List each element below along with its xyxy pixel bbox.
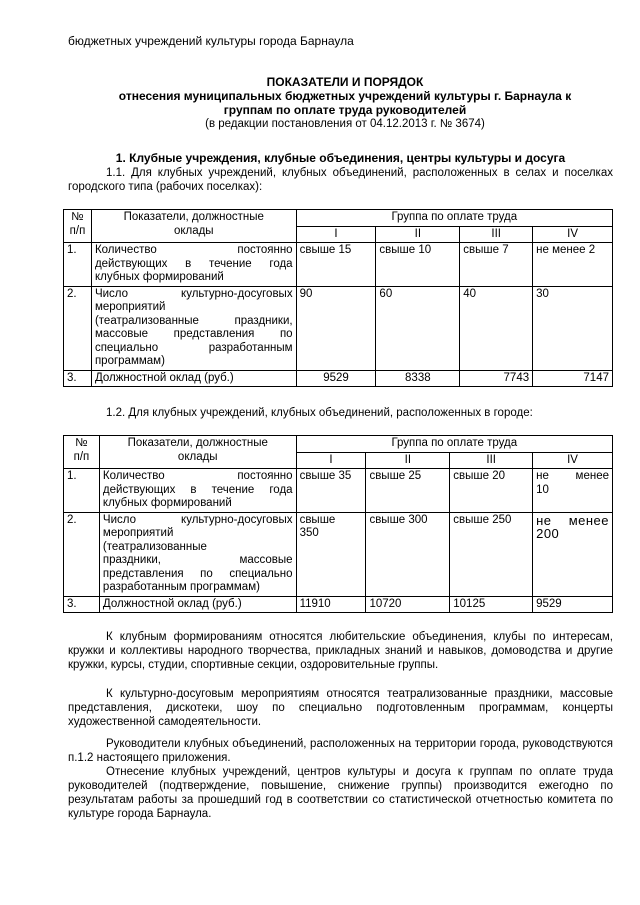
table-rural-clubs <box>63 209 613 387</box>
note-paragraph: Отнесение клубных учреждений, центров культуры и досуга к группам по оплате труда руководителей (подтверждение, повышение, снижение группы) производится ежегодно по результатам работы за прошедший год в соответствии со статистической отчетностью комитета по культуре города Барнаула. <box>68 766 613 820</box>
cell-value: 30 <box>533 286 613 370</box>
row-number: 3. <box>64 370 92 387</box>
cell-value: свыше 300 <box>366 512 450 596</box>
cell-value: 9529 <box>533 596 613 613</box>
cell-value: 8338 <box>376 370 460 387</box>
indicator-header: Показатели, должностные оклады <box>91 210 296 243</box>
table-header-row <box>64 210 613 227</box>
cell-value: не менее 200 <box>533 512 613 596</box>
cell-value: 7743 <box>460 370 533 387</box>
cell-value: не менее 2 <box>533 243 613 287</box>
group-header: Группа по оплате труда <box>296 436 612 453</box>
group-header: Группа по оплате труда <box>296 210 612 227</box>
row-number: 1. <box>64 469 100 513</box>
cell-value: 90 <box>296 286 376 370</box>
group-I: I <box>296 452 366 469</box>
document-title <box>80 75 610 131</box>
group-II: II <box>376 226 460 243</box>
cell-value: 7147 <box>533 370 613 387</box>
table-row <box>64 512 613 596</box>
title-line-2: отнесения муниципальных бюджетных учреждений культуры г. Барнаула к <box>118 89 572 103</box>
cell-value: свыше 10 <box>376 243 460 287</box>
cell-value: 9529 <box>296 370 376 387</box>
section-1-title: 1. Клубные учреждения, клубные объединения, центры культуры и досуга <box>115 151 566 165</box>
cell-value: свыше 250 <box>450 512 533 596</box>
cell-value: 60 <box>376 286 460 370</box>
cell-value: свыше 35 <box>296 469 366 513</box>
note-paragraph: К клубным формированиям относятся любительские объединения, клубы по интересам, кружки и коллективы народного творчества, прикладных знаний и навыков, домоводства и другие кружки, курсы, студии, спортивные секции, оздоровительные группы. <box>68 631 613 671</box>
cell-value: 10125 <box>450 596 533 613</box>
cell-value: свыше 20 <box>450 469 533 513</box>
table-row <box>64 286 613 370</box>
cell-value: свыше 25 <box>366 469 450 513</box>
row-number: 1. <box>64 243 92 287</box>
table-header-row <box>64 436 613 453</box>
row-label: Должностной оклад (руб.) <box>99 596 296 613</box>
row-number: 2. <box>64 512 100 596</box>
group-III: III <box>450 452 533 469</box>
cell-value: 40 <box>460 286 533 370</box>
row-number: 3. <box>64 596 100 613</box>
group-IV: IV <box>533 226 613 243</box>
subsection-1-1-text: 1.1. Для клубных учреждений, клубных объединений, расположенных в селах и поселках городского типа (рабочих поселках): <box>68 167 613 193</box>
row-label: Должностной оклад (руб.) <box>91 370 296 387</box>
row-number: 2. <box>64 286 92 370</box>
row-label: Количество постоянно действующих в течение года клубных формирований <box>99 469 296 513</box>
table-row <box>64 243 613 287</box>
cell-value: свыше 350 <box>296 512 366 596</box>
row-label: Число культурно-досуговых мероприятий (театрализованные праздники, массовые представления по специально разработанным программам) <box>91 286 296 370</box>
title-edition-note: (в редакции постановления от 04.12.2013 г. № 3674) <box>205 118 485 130</box>
title-line-3: группам по оплате труда руководителей <box>223 103 467 117</box>
num-header: № п/п <box>64 436 100 469</box>
note-paragraph: К культурно-досуговым мероприятиям относятся театрализованные праздники, массовые представления, дискотеки, шоу по специально подготовленным программам, концерты художественной самодеятельности. <box>68 688 613 728</box>
cell-value: не менее 10 <box>533 469 613 513</box>
note-paragraph: Руководители клубных объединений, расположенных на территории города, руководствуются п.1.2 настоящего приложения. <box>68 738 613 764</box>
row-label: Количество постоянно действующих в течение года клубных формирований <box>91 243 296 287</box>
table-city-clubs <box>63 435 613 613</box>
running-header: бюджетных учреждений культуры города Барнаула <box>68 34 354 48</box>
cell-value: 10720 <box>366 596 450 613</box>
table-row <box>64 596 613 613</box>
row-label: Число культурно-досуговых мероприятий (театрализованные праздники, массовые представления по специально разработанным программам) <box>99 512 296 596</box>
indicator-header: Показатели, должностные оклады <box>99 436 296 469</box>
group-III: III <box>460 226 533 243</box>
cell-value: свыше 15 <box>296 243 376 287</box>
cell-value: 11910 <box>296 596 366 613</box>
num-header: № п/п <box>64 210 92 243</box>
group-II: II <box>366 452 450 469</box>
group-I: I <box>296 226 376 243</box>
cell-value: свыше 7 <box>460 243 533 287</box>
group-IV: IV <box>533 452 613 469</box>
title-line-1: ПОКАЗАТЕЛИ И ПОРЯДОК <box>266 75 424 89</box>
table-row <box>64 370 613 387</box>
subsection-1-2-text: 1.2. Для клубных учреждений, клубных объединений, расположенных в городе: <box>106 407 533 419</box>
table-row <box>64 469 613 513</box>
